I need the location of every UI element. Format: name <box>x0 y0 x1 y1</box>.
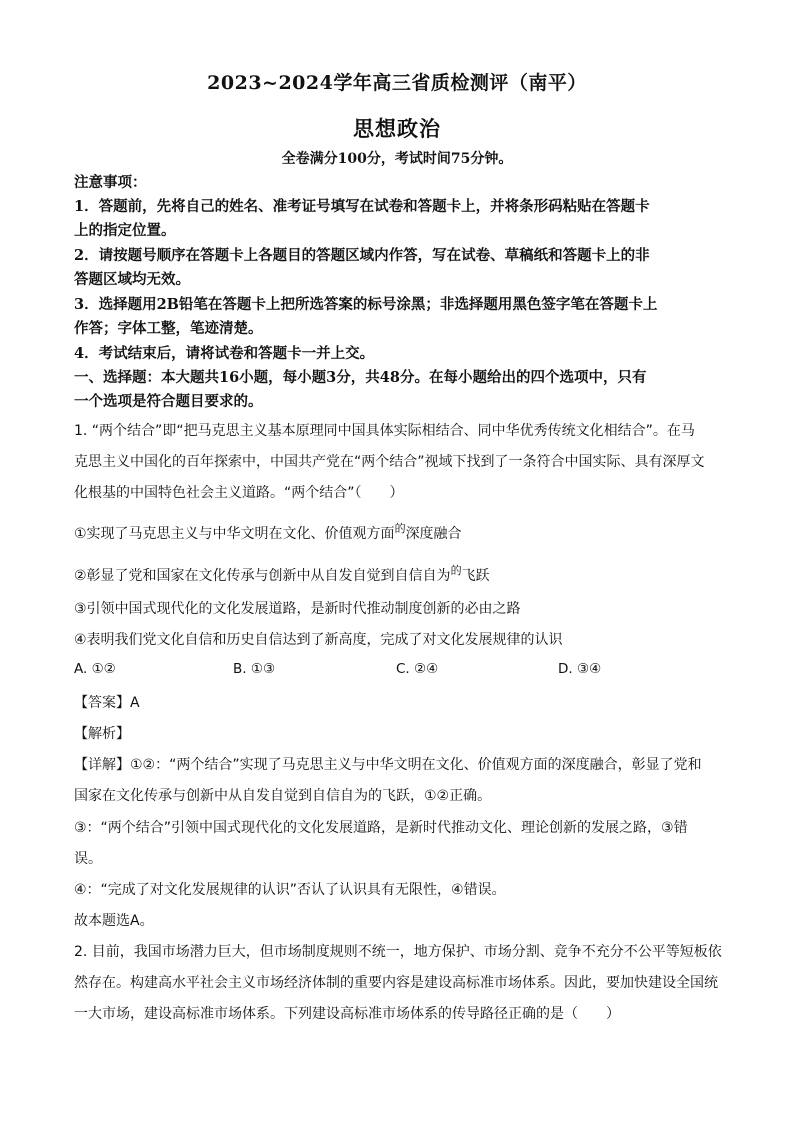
q1-detail-line: 国家在文化传承与创新中从自发自觉到自信自为的飞跃，①②正确。 <box>74 788 492 804</box>
q1-stem-line: 克思主义中国化的百年探索中，中国共产党在“两个结合”视域下找到了一条符合中国实际、具有深厚文 <box>74 454 705 470</box>
notice-line: 2．请按题号顺序在答题卡上各题目的答题区域内作答，写在试卷、草稿纸和答题卡上的非 <box>74 247 650 264</box>
q1-analysis-label: 【解析】 <box>74 726 130 742</box>
section-heading: 一、选择题：本大题共16小题，每小题3分，共48分。在每小题给出的四个选项中，只有 <box>74 369 647 386</box>
notice-line: 答题区域均无效。 <box>74 271 190 288</box>
q2-stem-line: 然存在。构建高水平社会主义市场经济体制的重要内容是建设高标准市场体系。因此，要加快建设全国统 <box>74 975 718 991</box>
q1-detail-line: 故本题选A。 <box>74 913 154 929</box>
q1-stem-line: 1. “两个结合”即“把马克思主义基本原理同中国具体实际相结合、同中华优秀传统文化相结合”。在马 <box>74 423 695 439</box>
section-heading: 一个选项是符合题目要求的。 <box>74 393 263 410</box>
q1-item-1: ①实现了马克思主义与中华文明在文化、价值观方面$^的$深度融合 <box>74 522 462 542</box>
q1-option-c: C. ②④ <box>396 661 439 677</box>
q1-item-2: ②彰显了党和国家在文化传承与创新中从自发自觉到自信自为$^的$飞跃 <box>74 564 490 584</box>
notice-heading: 注意事项： <box>74 174 147 191</box>
q1-detail-line: 【详解】①②：“两个结合”实现了马克思主义与中华文明在文化、价值观方面的深度融合，彰显了党和 <box>74 757 702 773</box>
q1-detail-line: 误。 <box>74 851 102 867</box>
q2-stem-line: 一大市场，建设高标准市场体系。下列建设高标准市场体系的传导路径正确的是（ ） <box>74 1006 620 1022</box>
q1-item-3: ③引领中国式现代化的文化发展道路，是新时代推动制度创新的必由之路 <box>74 601 521 617</box>
q1-option-a: A. ①② <box>74 661 116 677</box>
q1-stem-line: 化根基的中国特色社会主义道路。“两个结合”（ ） <box>74 485 404 501</box>
exam-title: 2023~2024学年高三省质检测评（南平） <box>207 72 587 94</box>
q2-stem-line: 2. 目前，我国市场潜力巨大，但市场制度规则不统一，地方保护、市场分割、竞争不充分不公平等短板依 <box>74 944 722 960</box>
exam-info: 全卷满分100分，考试时间75分钟。 <box>281 151 513 167</box>
q1-detail-line: ④：“完成了对文化发展规律的认识”否认了认识具有无限性，④错误。 <box>74 882 506 898</box>
notice-line: 上的指定位置。 <box>74 222 176 239</box>
notice-line: 作答；字体工整，笔迹清楚。 <box>74 320 263 337</box>
notice-line: 3．选择题用2B铅笔在答题卡上把所选答案的标号涂黑；非选择题用黑色签字笔在答题卡上 <box>74 296 658 313</box>
notice-line: 4．考试结束后，请将试卷和答题卡一并上交。 <box>74 345 375 362</box>
notice-line: 1．答题前，先将自己的姓名、准考证号填写在试卷和答题卡上，并将条形码粘贴在答题卡 <box>74 198 650 215</box>
q1-answer: 【答案】A <box>74 695 140 711</box>
q1-option-d: D. ③④ <box>558 661 602 677</box>
q1-item-4: ④表明我们党文化自信和历史自信达到了新高度，完成了对文化发展规律的认识 <box>74 632 563 648</box>
q1-detail-line: ③：“两个结合”引领中国式现代化的文化发展道路，是新时代推动文化、理论创新的发展之路，③错 <box>74 820 688 836</box>
q1-option-b: B. ①③ <box>233 661 276 677</box>
subject-title: 思想政治 <box>353 116 441 141</box>
